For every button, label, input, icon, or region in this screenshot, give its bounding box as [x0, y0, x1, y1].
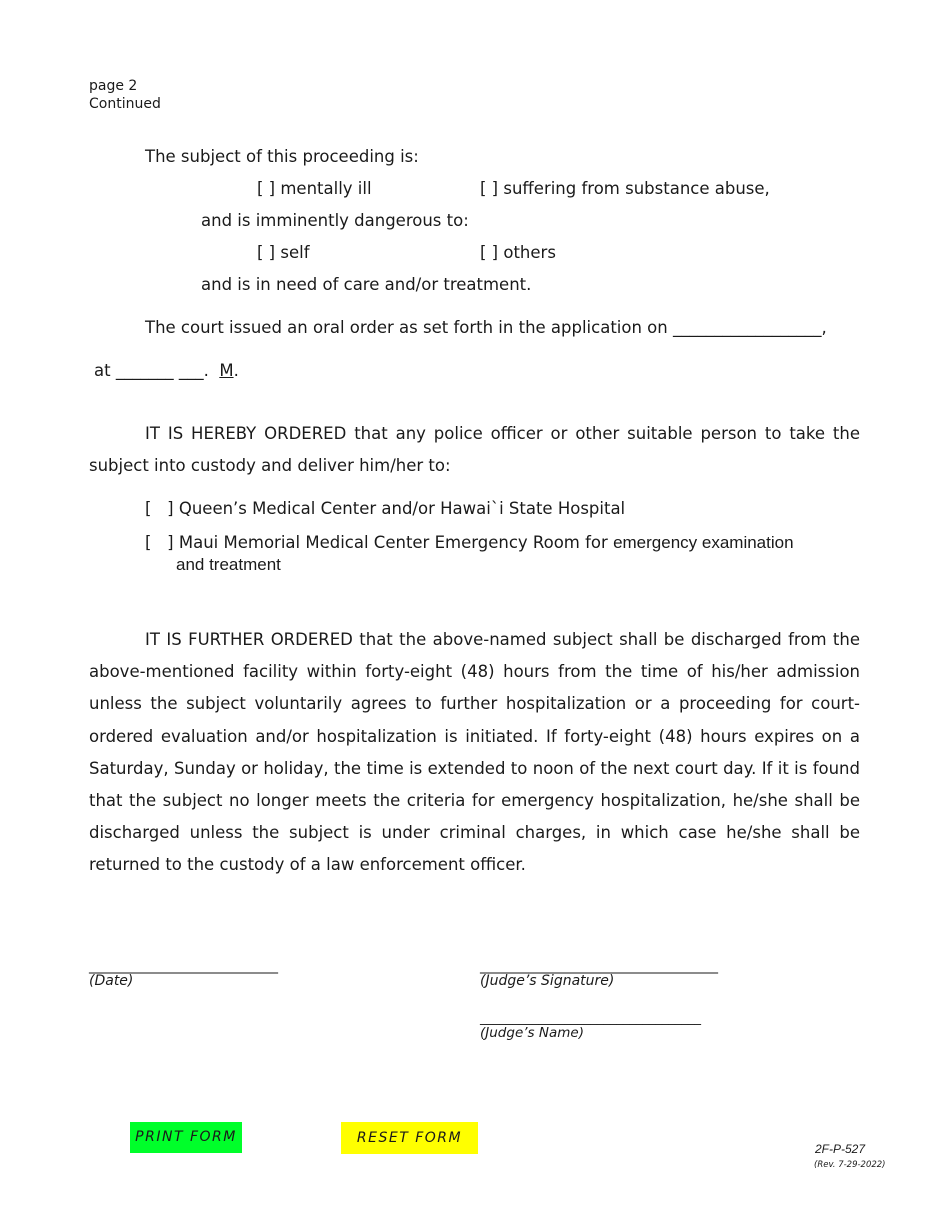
- judge-name-line[interactable]: __________________________________: [480, 1011, 701, 1026]
- judge-signature-label: (Judge’s Signature): [480, 973, 615, 989]
- substance-abuse-checkbox[interactable]: [ ] suffering from substance abuse,: [480, 179, 770, 198]
- dangerous-intro: and is imminently dangerous to:: [201, 211, 469, 230]
- self-checkbox[interactable]: [ ] self: [257, 243, 310, 262]
- continued-label: Continued: [89, 96, 161, 112]
- revision-date: (Rev. 7-29-2022): [814, 1160, 886, 1170]
- oral-order-time[interactable]: [94, 361, 239, 380]
- judge-signature-line[interactable]: __________________________________: [480, 958, 718, 974]
- print-form-button[interactable]: PRINT FORM: [130, 1122, 242, 1153]
- page-number: page 2: [89, 78, 138, 94]
- maui-checkbox[interactable]: [145, 533, 794, 553]
- further-ordered-text: IT IS FURTHER ORDERED that the above-named subject shall be discharged from the above-mentioned facility within forty-eight (48) hours from the time of his/her admission unless the subject voluntarily agrees to further hospitalization or a proceeding for court-ordered evaluation and/or hospitalization is initiated. If forty-eight (48) hours expires on a Saturday, Sunday or holiday, the time is extended to noon of the next court day. If it is found that the subject no longer meets the criteria for emergency hospitalization, he/she shall be discharged unless the subject is under criminal charges, in which case he/she shall be returned to the custody of a law enforcement officer.: [89, 630, 860, 875]
- mentally-ill-checkbox[interactable]: [ ] mentally ill: [257, 179, 372, 198]
- oral-order-text: The court issued an oral order as set forth in the application on __________________,: [145, 318, 827, 337]
- reset-form-button[interactable]: RESET FORM: [341, 1122, 478, 1154]
- need-care-text: and is in need of care and/or treatment.: [201, 275, 532, 294]
- date-line[interactable]: ___________________________: [89, 958, 278, 974]
- date-label: (Date): [89, 973, 134, 989]
- maui-label-cont: emergency examination: [613, 533, 794, 552]
- maui-label: [ ] Maui Memorial Medical Center Emergency Room for: [145, 533, 614, 552]
- hereby-ordered-text: IT IS HEREBY ORDERED that any police officer or other suitable person to take the subject into custody and deliver him/her to:: [89, 424, 860, 476]
- time-period: .: [233, 361, 239, 380]
- time-blank[interactable]: at _______ ___.: [94, 361, 220, 380]
- form-number: 2F-P-527: [815, 1142, 866, 1156]
- subject-intro: The subject of this proceeding is:: [145, 147, 419, 166]
- maui-label-wrap: and treatment: [176, 555, 281, 574]
- queens-checkbox[interactable]: [ ] Queen’s Medical Center and/or Hawai`i State Hospital: [145, 499, 626, 518]
- others-checkbox[interactable]: [ ] others: [480, 243, 556, 262]
- judge-name-label: (Judge’s Name): [480, 1025, 584, 1041]
- meridiem-field[interactable]: M: [219, 361, 234, 380]
